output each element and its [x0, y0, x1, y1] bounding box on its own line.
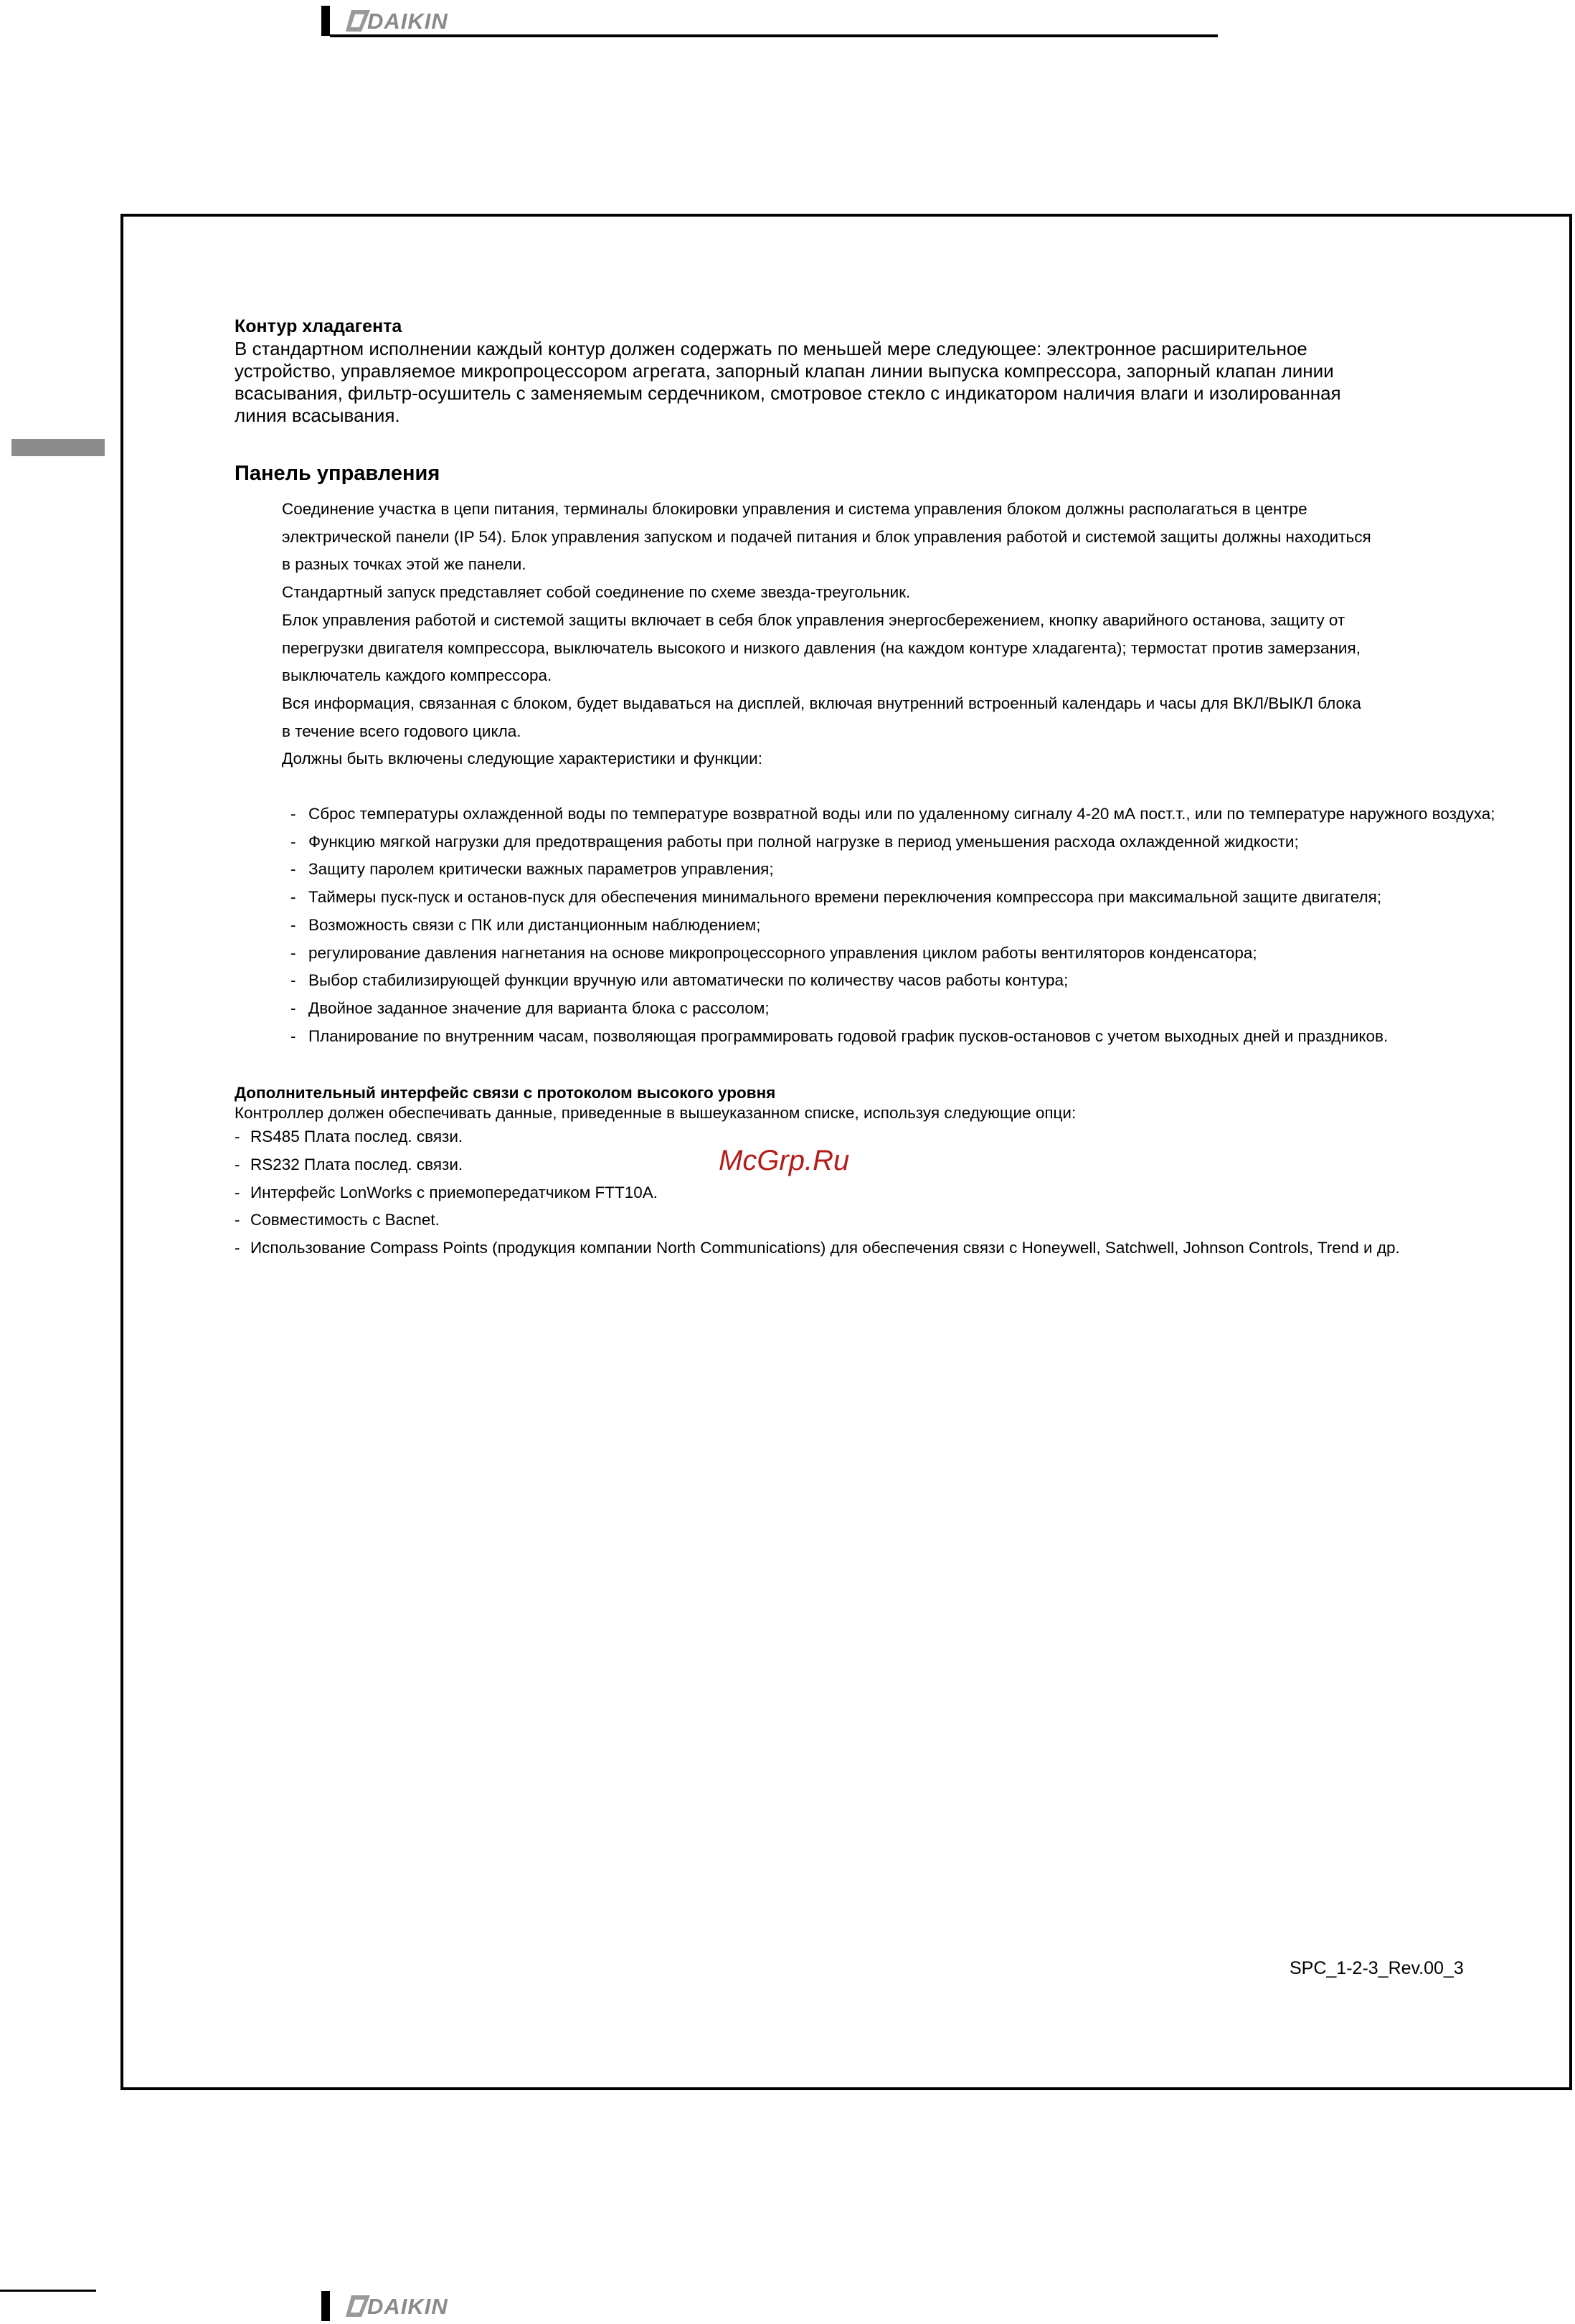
- panel-line: перегрузки двигателя компрессора, выключатель высокого и низкого давления (на каждом контуре хладагента); термостат против замерзания,: [282, 638, 1361, 657]
- interface-section: [235, 1083, 1497, 1262]
- list-item-text: Сброс температуры охлажденной воды по температуре возвратной воды или по удаленному сигналу 4-20 мА пост.т., или по температуре наружного воздуха;: [308, 805, 1495, 823]
- dash-glyph: -: [290, 915, 296, 934]
- spacer: [282, 773, 1497, 800]
- list-item: [235, 1234, 1497, 1262]
- list-item-text: Планирование по внутренним часам, позволяющая программировать годовой график пусков-остановов с учетом выходных дней и праздников.: [308, 1026, 1389, 1045]
- option-text: RS232 Плата послед. связи.: [250, 1156, 463, 1174]
- control-panel-title: Панель управления: [235, 462, 440, 485]
- list-item-text: Возможность связи с ПК или дистанционным наблюдением;: [308, 915, 761, 934]
- daikin-logo-icon: [346, 10, 370, 32]
- list-item: [282, 1023, 1497, 1051]
- dash-glyph: -: [290, 998, 296, 1017]
- dash-glyph: -: [290, 805, 296, 823]
- panel-line: электрической панели (IP 54). Блок управления запуском и подачей питания и блок управления работой и системой защиты должны находиться: [282, 527, 1371, 546]
- daikin-logo-icon: [346, 2295, 370, 2317]
- dash-glyph: -: [235, 1156, 240, 1174]
- list-item: [235, 1123, 1497, 1151]
- daikin-logo: [346, 2292, 482, 2318]
- header-rule: [330, 34, 1218, 37]
- footer-brand-bar: [321, 2288, 1218, 2323]
- footer-tick: [321, 2291, 330, 2321]
- list-item: [235, 1151, 1497, 1179]
- panel-line: в течение всего годового цикла.: [282, 722, 521, 740]
- footer-left-rule: [0, 2290, 96, 2292]
- dash-glyph: -: [235, 1211, 240, 1229]
- dash-glyph: -: [290, 1026, 296, 1045]
- panel-line: Вся информация, связанная с блоком, будет выдаваться на дисплей, включая внутренний встроенный календарь и часы для ВКЛ/ВЫКЛ блока: [282, 694, 1361, 712]
- interface-intro: Контроллер должен обеспечивать данные, приведенные в вышеуказанном списке, используя следующие опци:: [235, 1104, 1077, 1123]
- content: [235, 316, 1497, 1262]
- daikin-logo: [346, 7, 482, 33]
- list-item: [235, 1179, 1497, 1207]
- refrigerant-line: всасывания, фильтр-осушитель с заменяемым сердечником, смотровое стекло с индикатором наличия влаги и изолированная: [235, 382, 1341, 404]
- list-item: [282, 995, 1497, 1023]
- header-tick: [321, 6, 330, 36]
- refrigerant-section: [235, 316, 1497, 427]
- header-brand-bar: [321, 3, 1218, 37]
- list-item-text: Функцию мягкой нагрузки для предотвращения работы при полной нагрузке в период уменьшения расхода охлажденной жидкости;: [308, 832, 1299, 851]
- list-item: [282, 828, 1497, 856]
- watermark: McGrp.Ru: [719, 1145, 850, 1176]
- panel-line: Стандартный запуск представляет собой соединение по схеме звезда-треугольник.: [282, 583, 911, 602]
- dash-glyph: -: [290, 832, 296, 851]
- dash-glyph: -: [235, 1128, 240, 1146]
- refrigerant-line: устройство, управляемое микропроцессором агрегата, запорный клапан линии выпуска компрессора, запорный клапан линии: [235, 360, 1334, 382]
- refrigerant-line: В стандартном исполнении каждый контур должен содержать по меньшей мере следующее: электронное расширительное: [235, 338, 1307, 359]
- panel-line: выключатель каждого компрессора.: [282, 666, 552, 685]
- list-item-text: регулирование давления нагнетания на основе микропроцессорного управления циклом работы вентиляторов конденсатора;: [308, 943, 1257, 962]
- list-item: [282, 800, 1497, 828]
- features-list: [282, 800, 1497, 1050]
- dash-glyph: -: [290, 971, 296, 990]
- refrigerant-title: Контур хладагента: [235, 316, 402, 336]
- list-item: [235, 1206, 1497, 1234]
- refrigerant-line: линия всасывания.: [235, 405, 400, 426]
- list-item: [282, 967, 1497, 995]
- list-item-text: Таймеры пуск-пуск и останов-пуск для обеспечения минимального времени переключения компрессора при максимальной защите двигателя;: [308, 888, 1382, 907]
- panel-line: Должны быть включены следующие характеристики и функции:: [282, 750, 762, 768]
- dash-glyph: -: [235, 1239, 240, 1257]
- list-item: [282, 912, 1497, 940]
- brand-name: DAIKIN: [367, 9, 448, 34]
- list-item: [282, 856, 1497, 884]
- interface-title: Дополнительный интерфейс связи с протоколом высокого уровня: [235, 1084, 776, 1102]
- side-tab: [11, 439, 105, 456]
- list-item: [282, 884, 1497, 912]
- dash-glyph: -: [290, 860, 296, 879]
- panel-line: в разных точках этой же панели.: [282, 555, 526, 574]
- dash-glyph: -: [290, 943, 296, 962]
- option-text: RS485 Плата послед. связи.: [250, 1128, 463, 1146]
- interface-options: [235, 1123, 1497, 1262]
- option-text: Использование Compass Points (продукция компании North Communications) для обеспечения связи с Honeywell, Satchwell, Johnson Controls, Trend и др.: [250, 1239, 1400, 1257]
- brand-name: DAIKIN: [367, 2294, 448, 2319]
- document-code: SPC_1-2-3_Rev.00_3: [1290, 1958, 1464, 1978]
- dash-glyph: -: [235, 1183, 240, 1201]
- option-text: Интерфейс LonWorks с приемопередатчиком FTT10A.: [250, 1183, 658, 1201]
- panel-line: Соединение участка в цепи питания, терминалы блокировки управления и система управления блоком должны располагаться в центре: [282, 500, 1307, 518]
- list-item-text: Двойное заданное значение для варианта блока с рассолом;: [308, 998, 770, 1017]
- panel-line: Блок управления работой и системой защиты включает в себя блок управления энергосбережением, кнопку аварийного останова, защиту от: [282, 610, 1345, 629]
- dash-glyph: -: [290, 888, 296, 907]
- option-text: Совместимость с Bacnet.: [250, 1211, 440, 1229]
- control-panel-section: [282, 496, 1497, 1050]
- list-item: [282, 940, 1497, 968]
- list-item-text: Защиту паролем критически важных параметров управления;: [308, 860, 774, 879]
- list-item-text: Выбор стабилизирующей функции вручную или автоматически по количеству часов работы контура;: [308, 971, 1069, 990]
